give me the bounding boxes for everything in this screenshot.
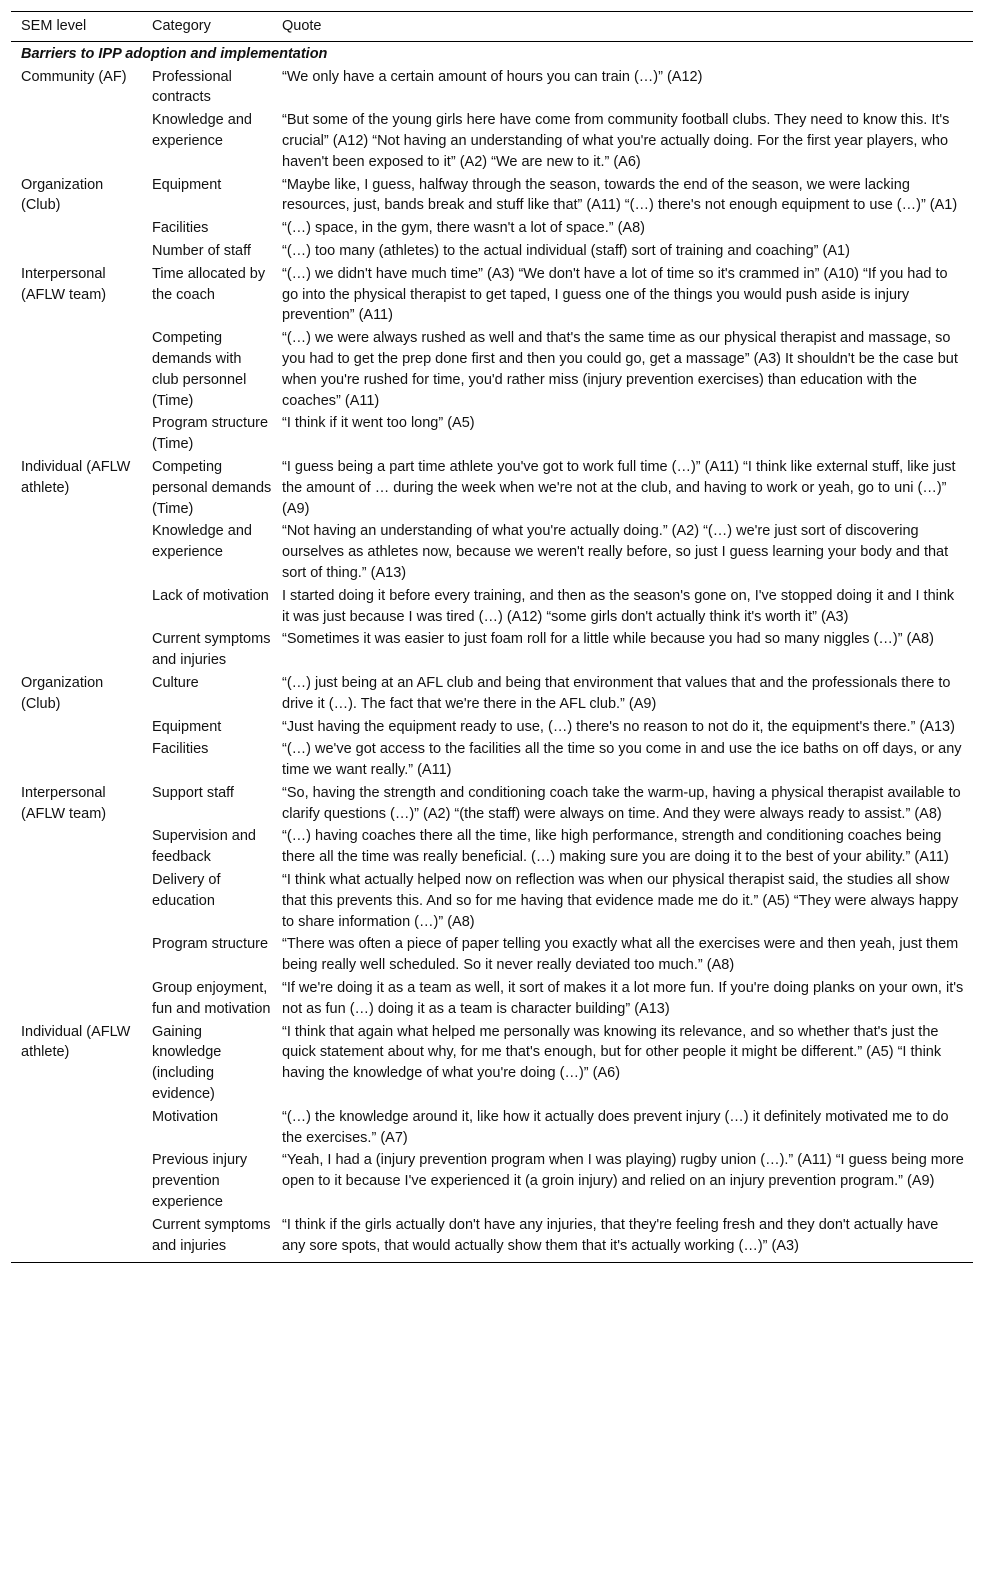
table-header xyxy=(11,12,973,42)
quote-cell: “I think what actually helped now on reflection was when our physical therapist said, the studies all show that this prevents this. And so for me having that evidence made me do it.” (A5) “They were always happy to share information (…)” (A8) xyxy=(282,872,959,930)
category-cell: Lack of motivation xyxy=(152,587,269,604)
table-row xyxy=(11,585,973,629)
sem-level-cell xyxy=(11,520,142,584)
category-cell: Competing personal demands (Time) xyxy=(152,458,272,517)
table-row xyxy=(11,1214,973,1263)
quote-cell: “I think that again what helped me personally was knowing its relevance, and so whether that's just the quick statement about why, for me that's enough, but for other people it might be different.” (A5) “I think having the knowledge of what you're doing (…)” (A6) xyxy=(282,1023,942,1082)
table-row xyxy=(11,412,973,456)
sem-level-cell: Community (AF) xyxy=(21,68,127,85)
quote-cell: “Not having an understanding of what you're actually doing.” (A2) “(…) we're just sort of discovering ourselves as athletes now, because we weren't really before, so just I guess learning your body and that sort of thing.” (A13) xyxy=(282,523,949,581)
table-row xyxy=(11,672,973,716)
table-body xyxy=(11,41,973,1263)
category-cell: Program structure xyxy=(152,936,269,953)
table-row xyxy=(11,825,973,869)
sem-level-cell: Organization (Club) xyxy=(21,674,104,712)
category-cell: Group enjoyment, fun and motivation xyxy=(152,980,271,1017)
quote-cell: “Just having the equipment ready to use, (…) there's no reason to not do it, the equipment's there.” (A13) xyxy=(282,718,955,735)
category-cell: Supervision and feedback xyxy=(152,828,256,866)
sem-level-cell xyxy=(11,1214,142,1263)
sem-level-cell xyxy=(11,240,142,263)
sem-level-cell xyxy=(11,738,142,782)
quote-cell: “We only have a certain amount of hours you can train (…)” (A12) xyxy=(282,68,703,85)
category-cell: Equipment xyxy=(152,176,222,193)
table-row xyxy=(11,456,973,520)
category-cell: Number of staff xyxy=(152,242,251,259)
quote-cell: “I think if it went too long” (A5) xyxy=(282,415,475,432)
table-row xyxy=(11,1106,973,1150)
table-row xyxy=(11,240,973,263)
sem-level-cell xyxy=(11,1106,142,1150)
quote-cell: “I guess being a part time athlete you've got to work full time (…)” (A11) “I think like external stuff, like just the amount of … during the week when we're not at the club, and having to work or yeah, go to uni (…)” (A9) xyxy=(282,458,956,517)
sem-level-cell: Individual (AFLW athlete) xyxy=(21,1023,131,1061)
table-row xyxy=(11,1021,973,1106)
table-row xyxy=(11,1149,973,1213)
sem-level-cell xyxy=(11,1149,142,1213)
quote-cell: “(…) we've got access to the facilities all the time so you come in and use the ice baths on off days, or any time we want really.” (A11) xyxy=(282,741,962,779)
category-cell: Support staff xyxy=(152,784,234,801)
section-row xyxy=(11,41,973,65)
table-row xyxy=(11,782,973,826)
category-cell: Delivery of education xyxy=(152,872,221,909)
sem-level-cell xyxy=(11,412,142,456)
quote-cell: “(…) we were always rushed as well and that's the same time as our physical therapist and massage, so you had to get the prep done first and then you could go, get a massage” (A3) It shouldn't be the case but when you're rushed for time, you'd rather miss (injury prevention exercises) than education with the coaches” (A11) xyxy=(282,330,958,409)
category-cell: Current symptoms and injuries xyxy=(152,631,271,669)
sem-level-cell xyxy=(11,977,142,1021)
sem-level-cell xyxy=(11,825,142,869)
sem-level-cell xyxy=(11,327,142,412)
sem-level-cell: Interpersonal (AFLW team) xyxy=(21,265,107,303)
table-row xyxy=(11,217,973,240)
sem-level-cell xyxy=(11,628,142,672)
sem-quotes-table-container xyxy=(11,11,973,1263)
category-cell: Program structure (Time) xyxy=(152,415,269,453)
section-title: Barriers to IPP adoption and implementation xyxy=(21,45,328,62)
quote-cell: “But some of the young girls here have come from community football clubs. They need to know this. It's crucial” (A12) “Not having an understanding of what you're actually doing. For the first year players, who haven't been exposed to it” (A2) “We are new to it.” (A6) xyxy=(282,112,950,170)
table-row xyxy=(11,977,973,1021)
table-row xyxy=(11,66,973,110)
sem-level-cell xyxy=(11,869,142,933)
table-row xyxy=(11,327,973,412)
category-cell: Facilities xyxy=(152,220,209,237)
table-row xyxy=(11,716,973,739)
header-category: Category xyxy=(152,18,211,34)
category-cell: Facilities xyxy=(152,741,209,758)
quote-cell: “So, having the strength and conditioning coach take the warm-up, having a physical therapist available to clarify questions (…)” (A2) “(the staff) were always on time. And they were always ready to assist.” (A8) xyxy=(282,784,961,822)
sem-level-cell xyxy=(11,716,142,739)
category-cell: Professional contracts xyxy=(152,68,232,106)
table-row xyxy=(11,628,973,672)
sem-level-cell xyxy=(11,109,142,173)
category-cell: Gaining knowledge (including evidence) xyxy=(152,1023,222,1103)
category-cell: Equipment xyxy=(152,718,222,735)
header-sem-level: SEM level xyxy=(21,18,87,34)
quote-cell: “(…) having coaches there all the time, like high performance, strength and conditioning coaches being there all the time was really beneficial. (…) making sure you are doing it to the best of your ability.” (A11) xyxy=(282,828,949,866)
sem-level-cell: Organization (Club) xyxy=(21,176,104,214)
sem-level-cell xyxy=(11,585,142,629)
quote-cell: “(…) too many (athletes) to the actual individual (staff) sort of training and coaching” (A1) xyxy=(282,242,850,259)
quote-cell: I started doing it before every training, and then as the season's gone on, I've stopped doing it and I think it was just because I was tired (…) (A12) “some girls don't actually think it's worth it” (A3) xyxy=(282,587,955,625)
category-cell: Current symptoms and injuries xyxy=(152,1216,271,1254)
table-row xyxy=(11,933,973,977)
category-cell: Motivation xyxy=(152,1108,219,1125)
quote-cell: “If we're doing it as a team as well, it sort of makes it a lot more fun. If you're doing planks on your own, it's not as fun (…) doing it as a team is character building” (A13) xyxy=(282,980,964,1017)
category-cell: Previous injury prevention experience xyxy=(152,1152,248,1211)
table-row xyxy=(11,869,973,933)
quote-cell: “There was often a piece of paper telling you exactly what all the exercises were and then yeah, just them being really well scheduled. So it never really deviated too much.” (A8) xyxy=(282,936,959,974)
sem-level-cell: Individual (AFLW athlete) xyxy=(21,458,131,496)
quote-cell: “Sometimes it was easier to just foam roll for a little while because you had so many niggles (…)” (A8) xyxy=(282,631,934,648)
category-cell: Knowledge and experience xyxy=(152,112,252,149)
header-quote: Quote xyxy=(282,18,322,34)
quote-cell: “(…) the knowledge around it, like how it actually does prevent injury (…) it definitely motivated me to do the exercises.” (A7) xyxy=(282,1108,949,1146)
sem-level-cell: Interpersonal (AFLW team) xyxy=(21,784,107,822)
sem-quotes-table xyxy=(11,11,973,1263)
quote-cell: “(…) space, in the gym, there wasn't a lot of space.” (A8) xyxy=(282,220,645,237)
table-row xyxy=(11,263,973,327)
category-cell: Competing demands with club personnel (Time) xyxy=(152,330,247,409)
table-row xyxy=(11,109,973,173)
category-cell: Culture xyxy=(152,674,199,691)
quote-cell: “I think if the girls actually don't have any injuries, that they're feeling fresh and they don't actually have any sore spots, that would actually show them that it's actually working (…)” (A3) xyxy=(282,1216,939,1254)
sem-level-cell xyxy=(11,217,142,240)
category-cell: Knowledge and experience xyxy=(152,523,252,561)
table-row xyxy=(11,520,973,584)
quote-cell: “Yeah, I had a (injury prevention program when I was playing) rugby union (…).” (A11) “I guess being more open to it because I've experienced it (a groin injury) and relied on an injury prevention program.” (A9) xyxy=(282,1152,964,1190)
table-row xyxy=(11,738,973,782)
quote-cell: “Maybe like, I guess, halfway through the season, towards the end of the season, we were lacking resources, just, bands break and stuff like that” (A11) “(…) there's not enough equipment to use (…)” (A1) xyxy=(282,176,958,214)
quote-cell: “(…) we didn't have much time” (A3) “We don't have a lot of time so it's crammed in” (A10) “If you had to go into the physical therapist to get taped, I guess one of the things you would push aside is injury prevention” (A11) xyxy=(282,265,948,324)
category-cell: Time allocated by the coach xyxy=(152,265,266,303)
quote-cell: “(…) just being at an AFL club and being that environment that values that and the professionals there to drive it (…). The fact that we're there in the AFL club.” (A9) xyxy=(282,674,951,712)
header-row xyxy=(11,12,973,42)
table-row xyxy=(11,174,973,218)
sem-level-cell xyxy=(11,933,142,977)
